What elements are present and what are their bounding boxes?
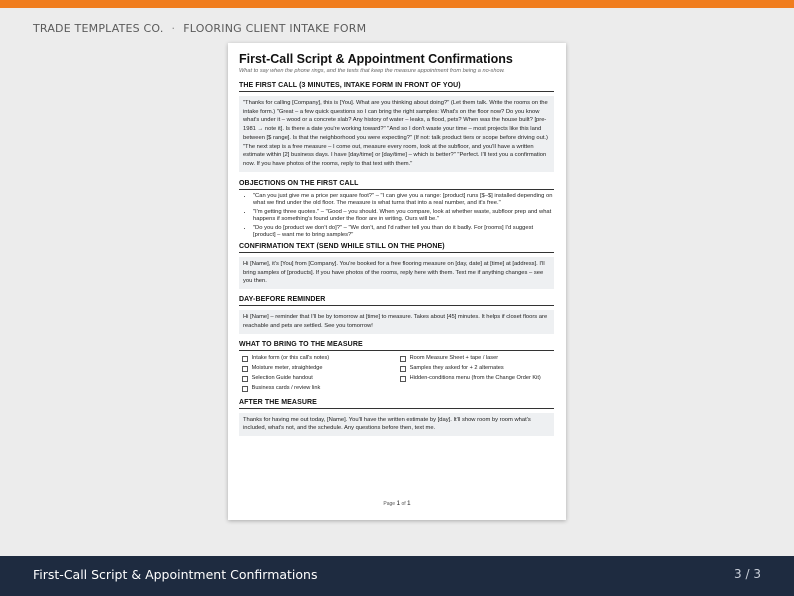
checklist-item: Business cards / review link — [242, 385, 400, 392]
checklist-item: Intake form (or this call's notes) — [242, 355, 400, 362]
footer-title: First-Call Script & Appointment Confirmations — [33, 567, 318, 582]
company-name: TRADE TEMPLATES CO. — [33, 21, 164, 35]
checkbox-icon — [400, 376, 406, 382]
document-subtitle: What to say when the phone rings, and the texts that keep the measure appointment from being a no-show. — [239, 68, 505, 74]
page-number: Page 1 of 1 — [383, 500, 411, 507]
first-call-script: "Thanks for calling [Company], this is [You]. What are you thinking about doing?" (Let them talk. Write the rooms on the intake form.) "Great – a few quick questions so I can bring the right samples: What's on the floor now? Do you know what's under it – wood or a concrete slab? Any history of water – leaks, a flood, pets? When was the house built? [pre-1981 → note it]. Is there a date you're working toward?" "And so I don't waste your time – most projects like this land between [$ range]. Is that the neighborhood you were expecting?" (If not: talk product tiers or scope before driving out.) "The next step is a free measure – I come out, measure every room, look at the subfloor, and you'll have a written estimate within [2] business days. I have [day/time] or [day/time] – which is better?" "Perfect. I'll text you a confirmation now. If you have photos of the rooms, reply to that text with them." — [239, 96, 554, 172]
slide-counter: 3 / 3 — [734, 567, 761, 581]
template-name: FLOORING CLIENT INTAKE FORM — [183, 21, 367, 35]
section-heading-after: AFTER THE MEASURE — [239, 398, 554, 409]
checklist-item: Moisture meter, straightedge — [242, 365, 400, 372]
header-breadcrumb — [33, 20, 366, 36]
document-title: First-Call Script & Appointment Confirmations — [239, 52, 513, 66]
section-heading-day-before: DAY-BEFORE REMINDER — [239, 295, 554, 306]
after-measure-text: Thanks for having me out today, [Name]. You'll have the written estimate by [day]. It'll show room by room what's included, what's not, and the schedule. Any questions before then, text me. — [239, 413, 554, 436]
bring-checklist — [239, 355, 554, 395]
checkbox-icon — [242, 356, 248, 362]
checkbox-icon — [400, 366, 406, 372]
document-page — [228, 43, 566, 520]
checklist-item: Hidden-conditions menu (from the Change Order Kit) — [400, 375, 556, 382]
checklist-item: Room Measure Sheet + tape / laser — [400, 355, 556, 362]
checklist-item: Samples they asked for + 2 alternates — [400, 365, 556, 372]
section-heading-first-call: THE FIRST CALL (3 MINUTES, INTAKE FORM IN FRONT OF YOU) — [239, 81, 554, 92]
objection-item: • "Can you just give me a price per square foot?" – "I can give you a range: [product] runs [$–$] installed depending on what we find under the old floor. The measure is what turns that into a real number, and it's free." — [253, 193, 554, 207]
objections-list — [239, 193, 554, 239]
section-heading-bring: WHAT TO BRING TO THE MEASURE — [239, 340, 554, 351]
breadcrumb-separator: · — [171, 21, 176, 35]
checklist-item: Selection Guide handout — [242, 375, 400, 382]
confirmation-text: Hi [Name], it's [You] from [Company]. You're booked for a free flooring measure on [day, date] at [time] at [address]. I'll bring samples of [products]. If you have photos of the rooms, reply here with them. Text me if anything changes – see you then. — [239, 257, 554, 289]
checkbox-icon — [400, 356, 406, 362]
section-heading-confirmation: CONFIRMATION TEXT (SEND WHILE STILL ON THE PHONE) — [239, 242, 554, 253]
objection-item: • "Do you do [product we don't do]?" – "We don't, and I'd rather tell you than do it badly. For [rooms] I'd suggest [product] – want me to bring samples?" — [253, 225, 554, 239]
checkbox-icon — [242, 386, 248, 392]
section-heading-objections: OBJECTIONS ON THE FIRST CALL — [239, 179, 554, 190]
accent-bar — [0, 0, 794, 8]
checkbox-icon — [242, 376, 248, 382]
objection-item: • "I'm getting three quotes." – "Good – you should. When you compare, look at whether waste, subfloor prep and what happens if something's found under the floor are in writing. Ours will be." — [253, 209, 554, 223]
day-before-text: Hi [Name] – reminder that I'll be by tomorrow at [time] to measure. Takes about [45] minutes. It helps if closet floors are reachable and pets are settled. See you tomorrow! — [239, 310, 554, 333]
checkbox-icon — [242, 366, 248, 372]
footer-bar — [0, 556, 794, 596]
